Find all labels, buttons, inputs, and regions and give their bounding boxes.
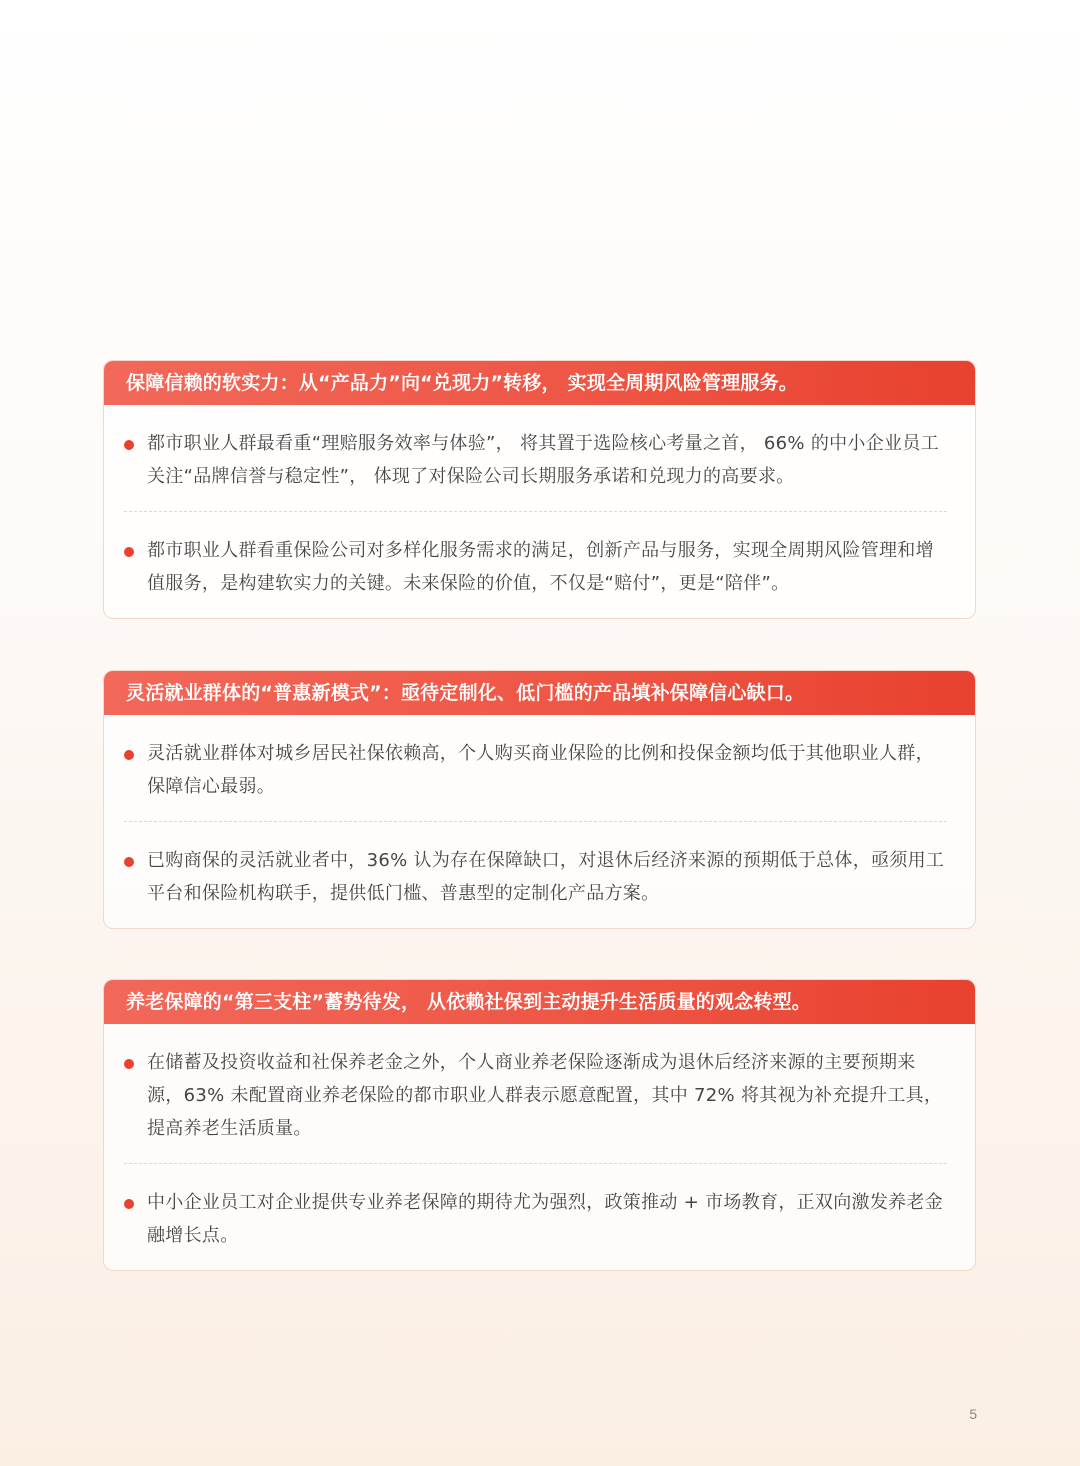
list-item-text: 灵活就业群体对城乡居民社保依赖高，个人购买商业保险的比例和投保金额均低于其他职业人群，保障信心最弱。 — [147, 743, 934, 797]
section-items — [104, 1024, 975, 1270]
page-number: 5 — [969, 1406, 977, 1422]
bullet-dot-icon — [124, 440, 134, 450]
list-item-text: 在储蓄及投资收益和社保养老金之外，个人商业养老保险逐渐成为退休后经济来源的主要预期来源，63% 未配置商业养老保险的都市职业人群表示愿意配置，其中 72% 将其视为补充提升工具，提高养老生活质量。 — [147, 1052, 943, 1139]
list-item — [124, 405, 947, 511]
section-card-1 — [103, 360, 976, 619]
bullet-dot-icon — [124, 547, 134, 557]
section-items — [104, 715, 975, 928]
section-title: 养老保障的“第三支柱”蓄势待发， 从依赖社保到主动提升生活质量的观念转型。 — [104, 980, 975, 1024]
bullet-dot-icon — [124, 750, 134, 760]
section-items — [104, 405, 975, 618]
bullet-dot-icon — [124, 857, 134, 867]
bullet-dot-icon — [124, 1059, 134, 1069]
list-item-text: 都市职业人群最看重“理赔服务效率与体验”， 将其置于选险核心考量之首， 66% 的中小企业员工关注“品牌信誉与稳定性”， 体现了对保险公司长期服务承诺和兑现力的高要求。 — [147, 433, 939, 487]
list-item-text: 已购商保的灵活就业者中，36% 认为存在保障缺口，对退休后经济来源的预期低于总体，亟须用工平台和保险机构联手，提供低门槛、普惠型的定制化产品方案。 — [147, 850, 945, 904]
bullet-dot-icon — [124, 1199, 134, 1209]
section-title: 保障信赖的软实力：从“产品力”向“兑现力”转移， 实现全周期风险管理服务。 — [104, 361, 975, 405]
list-item — [124, 821, 947, 928]
section-card-2 — [103, 670, 976, 929]
section-card-3 — [103, 979, 976, 1271]
list-item-text: 中小企业员工对企业提供专业养老保障的期待尤为强烈，政策推动 + 市场教育，正双向激发养老金融增长点。 — [147, 1192, 944, 1246]
section-title: 灵活就业群体的“普惠新模式”：亟待定制化、低门槛的产品填补保障信心缺口。 — [104, 671, 975, 715]
list-item-text: 都市职业人群看重保险公司对多样化服务需求的满足，创新产品与服务，实现全周期风险管理和增值服务，是构建软实力的关键。未来保险的价值，不仅是“赔付”，更是“陪伴”。 — [147, 540, 934, 594]
list-item — [124, 511, 947, 618]
list-item — [124, 1163, 947, 1270]
list-item — [124, 1024, 947, 1163]
list-item — [124, 715, 947, 821]
